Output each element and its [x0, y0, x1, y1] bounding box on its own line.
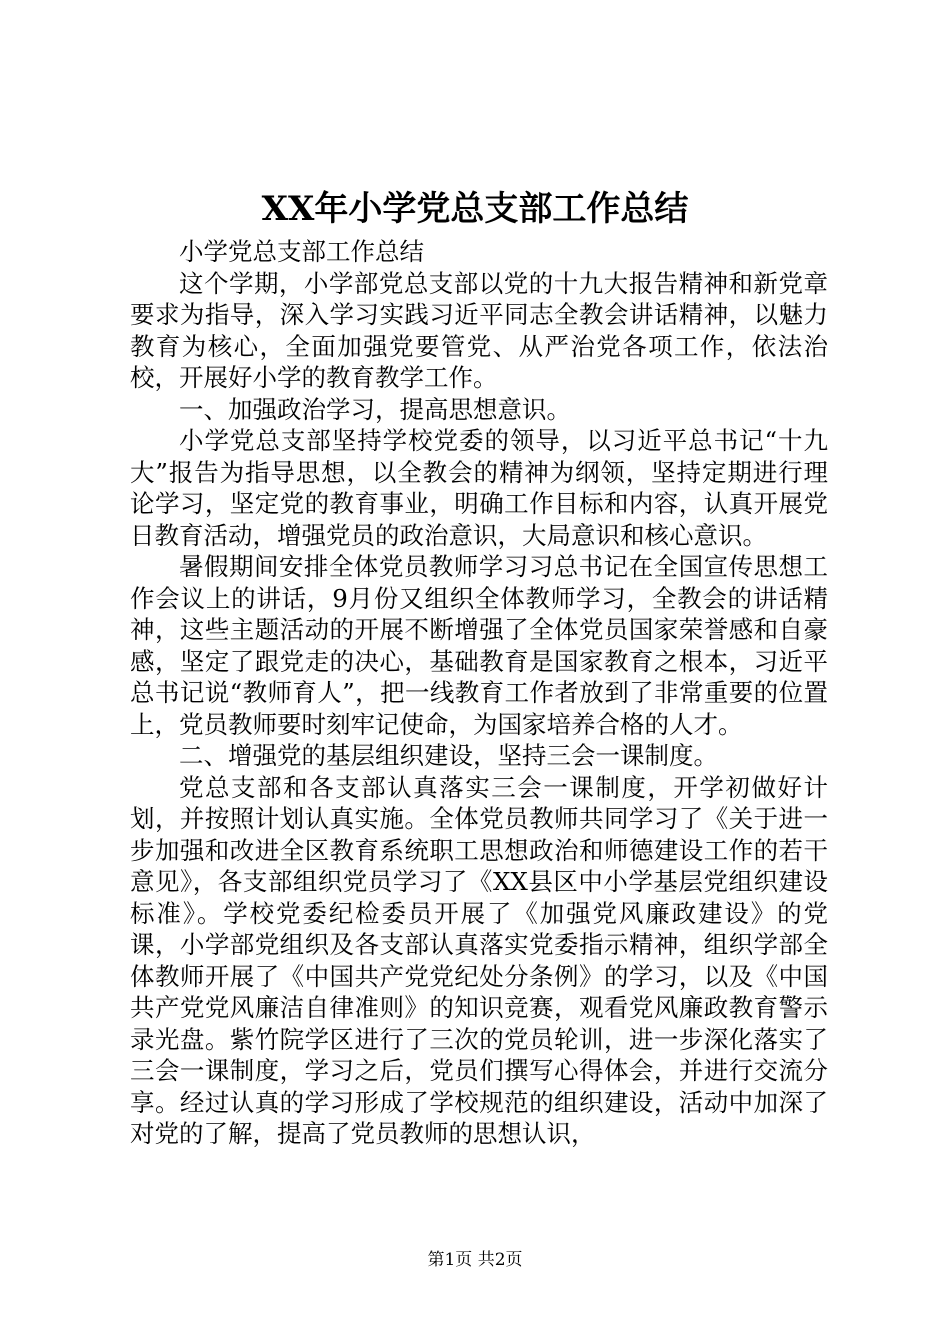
paragraph-subtitle: 小学党总支部工作总结	[179, 237, 424, 266]
paragraph-section-1b: 暑假期间安排全体党员教师学习习总书记在全国宣传思想工作会议上的讲话，9月份又组织全体教师学习，全教会的讲话精神，这些主题活动的开展不断增强了全体党员国家荣誉感和自豪感，坚定了跟党走的决心，基础教育是国家教育之根本，习近平总书记说“教师育人”，把一线教育工作者放到了非常重要的位置上，党员教师要时刻牢记使命，为国家培养合格的人才。	[130, 552, 828, 739]
document-body	[130, 236, 828, 1150]
section-heading-2: 二、增强党的基层组织建设，坚持三会一课制度。	[179, 741, 718, 770]
paragraph-section-2a: 党总支部和各支部认真落实三会一课制度，开学初做好计划，并按照计划认真实施。全体党员教师共同学习了《关于进一步加强和改进全区教育系统职工思想政治和师德建设工作的若干意见》，各支部组织党员学习了《XX县区中小学基层党组织建设标准》。学校党委纪检委员开展了《加强党风廉政建设》的党课，小学部党组织及各支部认真落实党委指示精神，组织学部全体教师开展了《中国共产党党纪处分条例》的学习，以及《中国共产党党风廉洁自律准则》的知识竞赛，观看党风廉政教育警示录光盘。紫竹院学区进行了三次的党员轮训，进一步深化落实了三会一课制度，学习之后，党员们撰写心得体会，并进行交流分享。经过认真的学习形成了学校规范的组织建设，活动中加深了对党的了解，提高了党员教师的思想认识，	[130, 772, 828, 1148]
page-number-footer: 第1页 共2页	[427, 1250, 523, 1270]
document-title: XX年小学党总支部工作总结	[261, 189, 689, 229]
paragraph-intro: 这个学期，小学部党总支部以党的十九大报告精神和新党章要求为指导，深入学习实践习近平同志全教会讲话精神，以魅力教育为核心，全面加强党要管党、从严治党各项工作，依法治校，开展好小学的教育教学工作。	[130, 268, 828, 392]
paragraph-section-1a: 小学党总支部坚持学校党委的领导，以习近平总书记“十九大”报告为指导思想，以全教会的精神为纲领，坚持定期进行理论学习，坚定党的教育事业，明确工作目标和内容，认真开展党日教育活动，增强党员的政治意识，大局意识和核心意识。	[130, 426, 828, 550]
section-heading-1: 一、加强政治学习，提高思想意识。	[179, 394, 571, 424]
